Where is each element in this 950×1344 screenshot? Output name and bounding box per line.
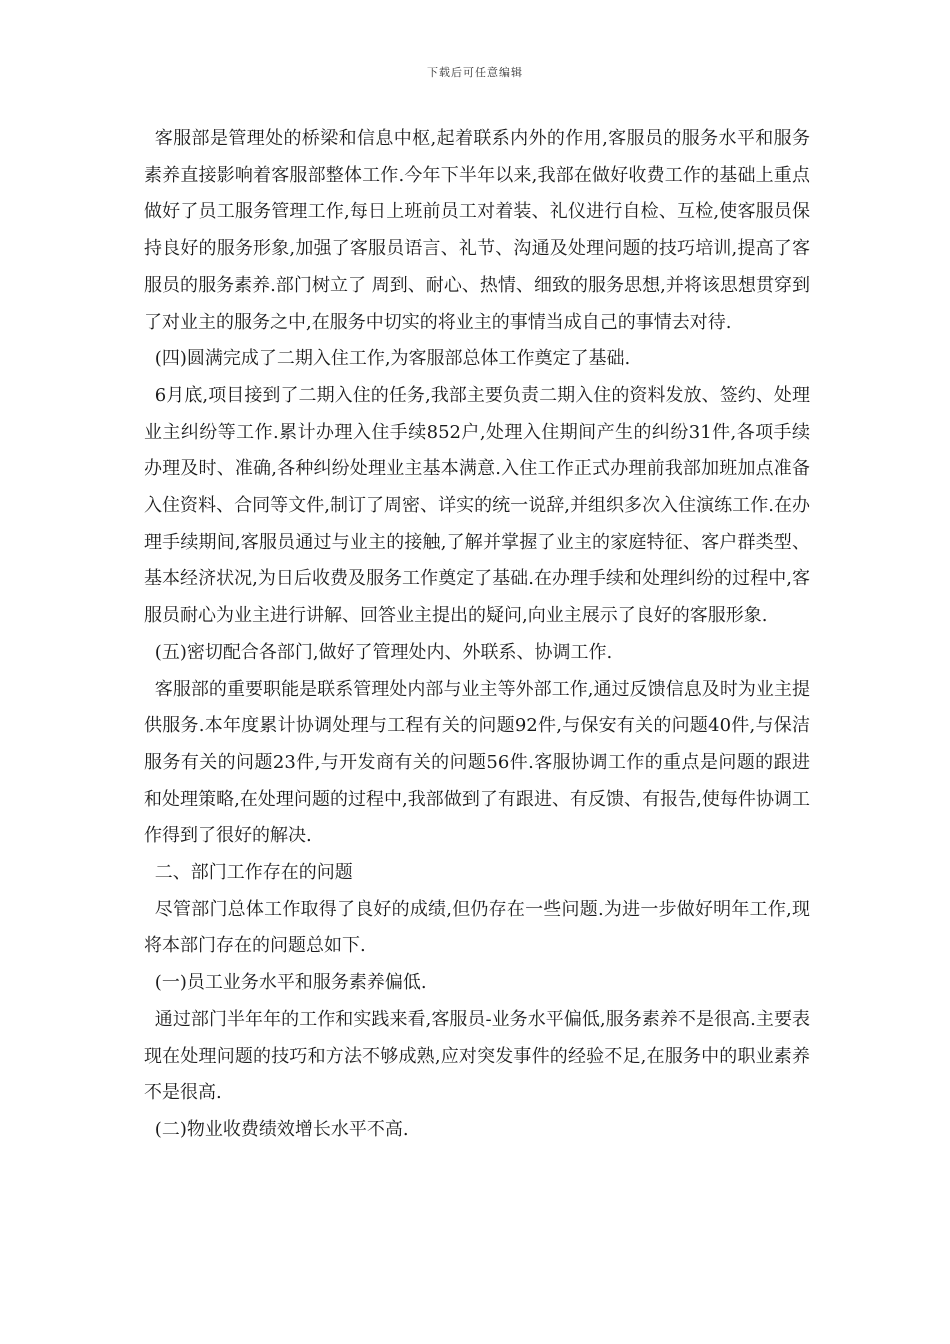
section-heading-4: (四)圆满完成了二期入住工作,为客服部总体工作奠定了基础.: [154, 348, 631, 370]
paragraph-phase-two-move-in: 6月底,项目接到了二期入住的任务,我部主要负责二期入住的资料发放、签约、处理业主纠纷等工作.累计办理入住手续852户,处理入住期间产生的纠纷31件,各项手续办理及时、准确,各种纠纷处理业主基本满意.入住工作正式办理前我部加班加点准备入住资料、合同等文件,制订了周密、详实的统一说辞,并组织多次入住演练工作.在办理手续期间,客服员通过与业主的接触,了解并掌握了业主的家庭特征、客户群类型、基本经济状况,为日后收费及服务工作奠定了基础.在办理手续和处理纠纷的过程中,客服员耐心为业主进行讲解、回答业主提出的疑问,向业主展示了良好的客服形象.: [144, 384, 810, 627]
page-header: 下载后可任意编辑: [427, 66, 523, 79]
paragraph-problems-intro: 尽管部门总体工作取得了良好的成绩,但仍存在一些问题.为进一步做好明年工作,现将本部门存在的问题总如下.: [144, 898, 810, 957]
section-heading-problem-1: (一)员工业务水平和服务素养偏低.: [154, 972, 427, 994]
section-heading-problem-2: (二)物业收费绩效增长水平不高.: [154, 1118, 409, 1140]
section-heading-problems: 二、部门工作存在的问题: [154, 862, 353, 884]
section-heading-5: (五)密切配合各部门,做好了管理处内、外联系、协调工作.: [154, 641, 613, 663]
paragraph-coordination: 客服部的重要职能是联系管理处内部与业主等外部工作,通过反馈信息及时为业主提供服务.本年度累计协调处理与工程有关的问题92件,与保安有关的问题40件,与保洁服务有关的问题23件,与开发商有关的问题56件.客服协调工作的重点是问题的跟进和处理策略,在处理问题的过程中,我部做到了有跟进、有反馈、有报告,使每件协调工作得到了很好的解决.: [144, 678, 810, 847]
paragraph-staff-skill: 通过部门半年年的工作和实践来看,客服员-业务水平偏低,服务素养不是很高.主要表现在处理问题的技巧和方法不够成熟,应对突发事件的经验不足,在服务中的职业素养不是很高.: [144, 1008, 810, 1104]
document-body: [144, 121, 810, 1149]
paragraph-customer-service-role: 客服部是管理处的桥梁和信息中枢,起着联系内外的作用,客服员的服务水平和服务素养直接影响着客服部整体工作.今年下半年以来,我部在做好收费工作的基础上重点做好了员工服务管理工作,每日上班前员工对着装、礼仪进行自检、互检,使客服员保持良好的服务形象,加强了客服员语言、礼节、沟通及处理问题的技巧培训,提高了客服员的服务素养.部门树立了 周到、耐心、热情、细致的服务思想,并将该思想贯穿到了对业主的服务之中,在服务中切实的将业主的事情当成自己的事情去对待.: [144, 128, 810, 333]
